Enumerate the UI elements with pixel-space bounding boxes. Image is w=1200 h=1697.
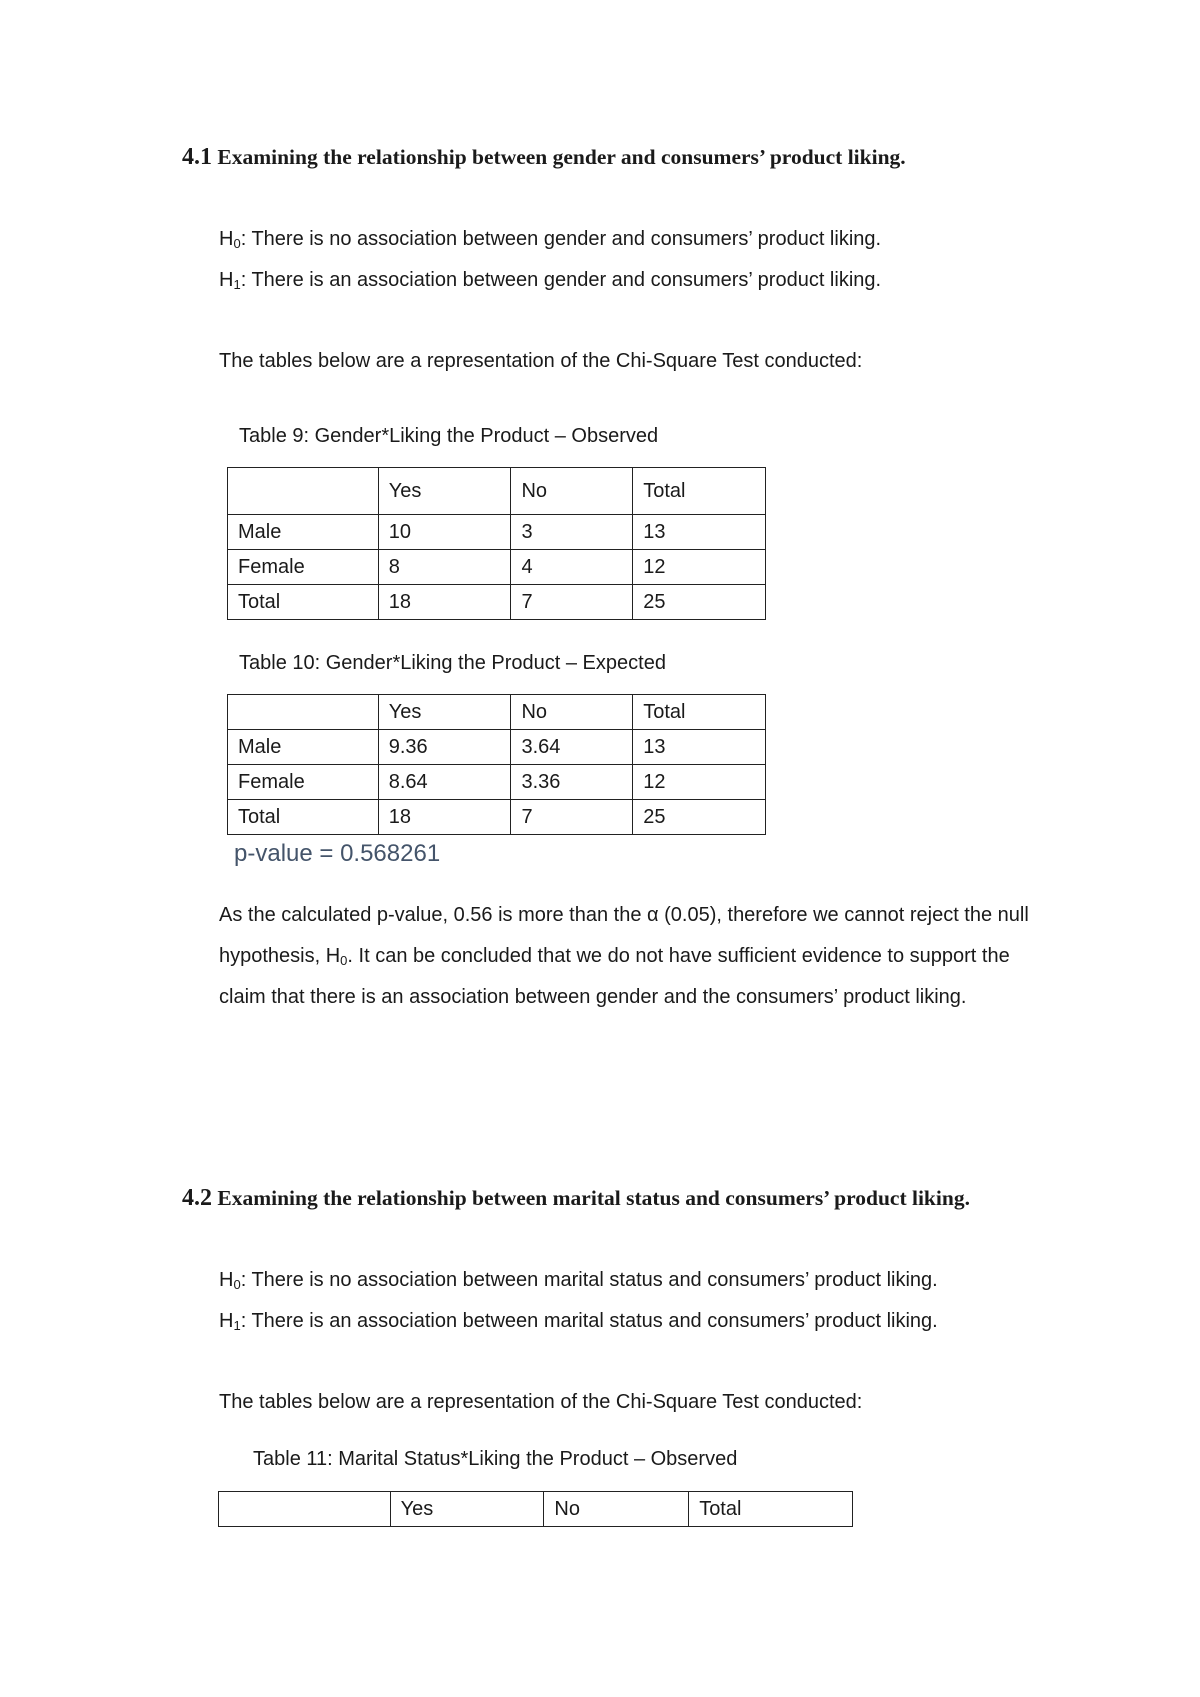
table-cell: 3.64 <box>511 730 633 765</box>
table-9-caption: Table 9: Gender*Liking the Product – Observed <box>239 425 659 447</box>
h1-text: : There is an association between marital status and consumers’ product liking. <box>240 1310 938 1332</box>
table-header-cell: Yes <box>390 1492 544 1527</box>
table-row <box>228 765 766 800</box>
table-cell: 13 <box>633 515 766 550</box>
table-cell: 12 <box>633 550 766 585</box>
table-header-cell: Yes <box>378 695 511 730</box>
conclusion-text: . It can be concluded that we do not have sufficient evidence to support the <box>347 945 1010 967</box>
table-cell: Total <box>228 800 379 835</box>
section-number: 4.2 <box>182 1185 212 1211</box>
alternative-hypothesis <box>219 1309 938 1338</box>
table-header-cell: Yes <box>378 468 511 515</box>
h1-text: : There is an association between gender and consumers’ product liking. <box>240 269 882 291</box>
section-title: Examining the relationship between marital status and consumers’ product liking. <box>217 1186 970 1210</box>
table-cell: 25 <box>633 585 766 620</box>
table-cell: 8 <box>378 550 511 585</box>
table-cell: 25 <box>633 800 766 835</box>
table-header-cell: No <box>511 695 633 730</box>
table-cell: 9.36 <box>378 730 511 765</box>
section-number: 4.1 <box>182 144 212 170</box>
null-hypothesis <box>219 227 881 256</box>
conclusion-line: As the calculated p-value, 0.56 is more than the α (0.05), therefore we cannot reject the null <box>219 904 1029 926</box>
table-cell: 12 <box>633 765 766 800</box>
table-cell: 13 <box>633 730 766 765</box>
alternative-hypothesis <box>219 268 881 297</box>
table-cell: Male <box>228 730 379 765</box>
table-cell: Female <box>228 765 379 800</box>
table-cell: 8.64 <box>378 765 511 800</box>
table-row <box>228 800 766 835</box>
table-header-row <box>228 468 766 515</box>
table-cell: 4 <box>511 550 633 585</box>
table-cell: Male <box>228 515 379 550</box>
table-cell: 10 <box>378 515 511 550</box>
h0-subscript: 0 <box>233 236 241 251</box>
table-header-row <box>219 1492 853 1527</box>
table-11-observed <box>218 1491 853 1527</box>
table-header-cell: Total <box>689 1492 853 1527</box>
section-title: Examining the relationship between gender and consumers’ product liking. <box>217 145 906 169</box>
tables-intro: The tables below are a representation of the Chi-Square Test conducted: <box>219 350 863 372</box>
conclusion-line: claim that there is an association between gender and the consumers’ product liking. <box>219 986 967 1008</box>
p-value: p-value = 0.568261 <box>234 840 441 867</box>
conclusion-subscript: 0 <box>340 953 348 968</box>
table-cell: Female <box>228 550 379 585</box>
h0-text: : There is no association between marital status and consumers’ product liking. <box>240 1269 938 1291</box>
table-header-cell <box>228 468 379 515</box>
h1-symbol: H <box>219 1310 234 1332</box>
conclusion-line <box>219 936 1119 977</box>
table-header-row <box>228 695 766 730</box>
table-header-cell: Total <box>633 468 766 515</box>
table-cell: 18 <box>378 585 511 620</box>
h0-symbol: H <box>219 1269 234 1291</box>
conclusion-text: hypothesis, H <box>219 945 341 967</box>
h0-text: : There is no association between gender and consumers’ product liking. <box>240 228 882 250</box>
table-10-caption: Table 10: Gender*Liking the Product – Expected <box>239 652 666 674</box>
table-11-caption: Table 11: Marital Status*Liking the Product – Observed <box>253 1448 738 1470</box>
null-hypothesis <box>219 1268 938 1297</box>
table-cell: 3 <box>511 515 633 550</box>
table-header-cell: No <box>544 1492 689 1527</box>
table-row <box>228 550 766 585</box>
table-cell: 7 <box>511 800 633 835</box>
conclusion-paragraph <box>219 895 1119 1018</box>
table-cell: 7 <box>511 585 633 620</box>
h0-subscript: 0 <box>233 1277 241 1292</box>
section-4-2-heading <box>182 1185 970 1212</box>
h1-symbol: H <box>219 269 234 291</box>
section-4-1-heading <box>182 144 906 171</box>
table-10-expected <box>227 694 766 835</box>
table-header-cell: Total <box>633 695 766 730</box>
tables-intro: The tables below are a representation of the Chi-Square Test conducted: <box>219 1391 863 1413</box>
table-9-observed <box>227 467 766 620</box>
table-row <box>228 730 766 765</box>
table-cell: 18 <box>378 800 511 835</box>
h1-subscript: 1 <box>233 277 241 292</box>
table-cell: Total <box>228 585 379 620</box>
table-header-cell: No <box>511 468 633 515</box>
table-header-cell <box>228 695 379 730</box>
h1-subscript: 1 <box>233 1318 241 1333</box>
table-cell: 3.36 <box>511 765 633 800</box>
h0-symbol: H <box>219 228 234 250</box>
table-header-cell <box>219 1492 391 1527</box>
table-row <box>228 585 766 620</box>
table-row <box>228 515 766 550</box>
